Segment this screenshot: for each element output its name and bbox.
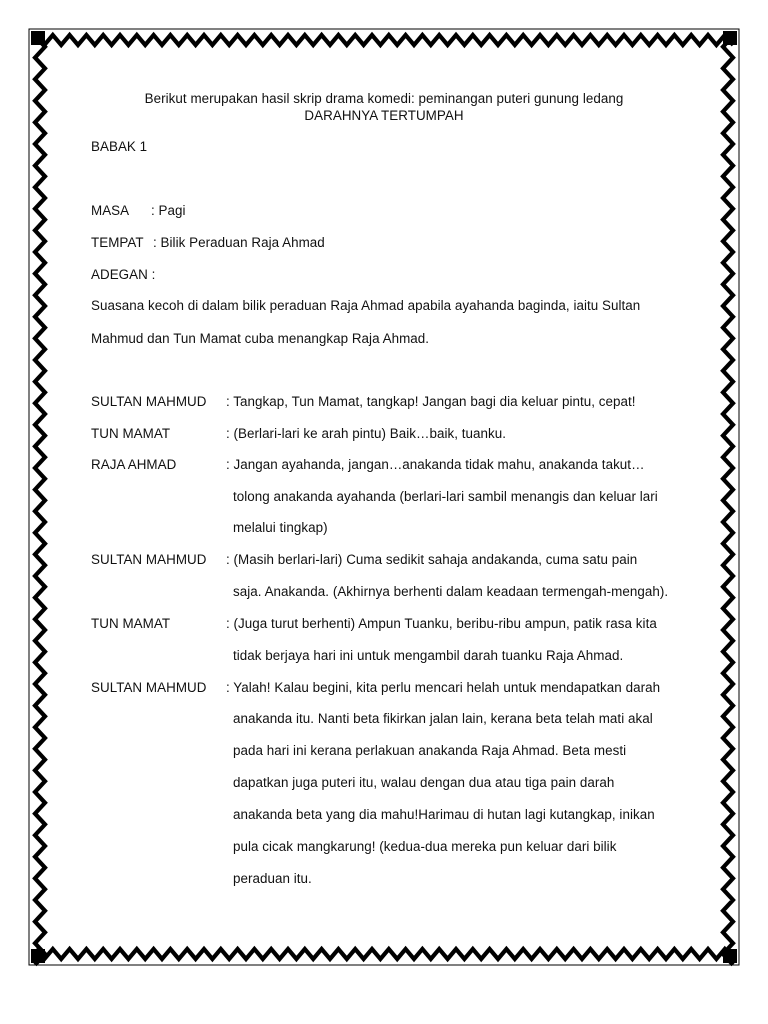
scene-description-line: Suasana kecoh di dalam bilik peraduan Raja Ahmad apabila ayahanda baginda, iaitu Sultan — [91, 298, 641, 313]
act-heading: BABAK 1 — [91, 139, 148, 154]
script-title: DARAHNYA TERTUMPAH — [304, 108, 464, 123]
dialogue-line: pada hari ini kerana perlakuan anakanda Raja Ahmad. Beta mesti — [233, 743, 627, 758]
tempat-value: : Bilik Peraduan Raja Ahmad — [153, 235, 325, 250]
dialogue-line: : Tangkap, Tun Mamat, tangkap! Jangan bagi dia keluar pintu, cepat! — [226, 394, 636, 409]
dialogue-line: dapatkan juga puteri itu, walau dengan dua atau tiga pain darah — [233, 775, 615, 790]
dialogue-line: : (Masih berlari-lari) Cuma sedikit sahaja andakanda, cuma satu pain — [226, 552, 638, 567]
dialogue-line: saja. Anakanda. (Akhirnya berhenti dalam keadaan termengah-mengah). — [233, 584, 669, 599]
dialogue-line: anakanda beta yang dia mahu!Harimau di hutan lagi kutangkap, inikan — [233, 807, 655, 822]
scene-description-line: Mahmud dan Tun Mamat cuba menangkap Raja Ahmad. — [91, 331, 430, 346]
speaker-name: SULTAN MAHMUD — [91, 680, 207, 695]
dialogue-line: : (Berlari-lari ke arah pintu) Baik…baik, tuanku. — [226, 426, 507, 441]
dialogue-line: peraduan itu. — [233, 871, 312, 886]
dialogue-line: anakanda itu. Nanti beta fikirkan jalan lain, kerana beta telah mati akal — [233, 711, 653, 726]
tempat-label: TEMPAT — [91, 235, 144, 250]
dialogue-line: tolong anakanda ayahanda (berlari-lari sambil menangis dan keluar lari — [233, 489, 658, 504]
dialogue-line: : Yalah! Kalau begini, kita perlu mencari helah untuk mendapatkan darah — [226, 680, 661, 695]
masa-label: MASA — [91, 203, 130, 218]
speaker-name: TUN MAMAT — [91, 616, 171, 631]
dialogue-line: : (Juga turut berhenti) Ampun Tuanku, beribu-ribu ampun, patik rasa kita — [226, 616, 657, 631]
intro-line: Berikut merupakan hasil skrip drama komedi: peminangan puteri gunung ledang — [144, 91, 624, 106]
speaker-name: TUN MAMAT — [91, 426, 171, 441]
speaker-name: RAJA AHMAD — [91, 457, 177, 472]
speaker-name: SULTAN MAHMUD — [91, 394, 207, 409]
speaker-name: SULTAN MAHMUD — [91, 552, 207, 567]
dialogue-line: tidak berjaya hari ini untuk mengambil darah tuanku Raja Ahmad. — [233, 648, 624, 663]
dialogue-line: pula cicak mangkarung! (kedua-dua mereka pun keluar dari bilik — [233, 839, 617, 854]
dialogue-line: : Jangan ayahanda, jangan…anakanda tidak mahu, anakanda takut… — [226, 457, 645, 472]
dialogue-line: melalui tingkap) — [233, 520, 328, 535]
masa-value: : Pagi — [151, 203, 186, 218]
adegan-label: ADEGAN : — [91, 267, 156, 282]
